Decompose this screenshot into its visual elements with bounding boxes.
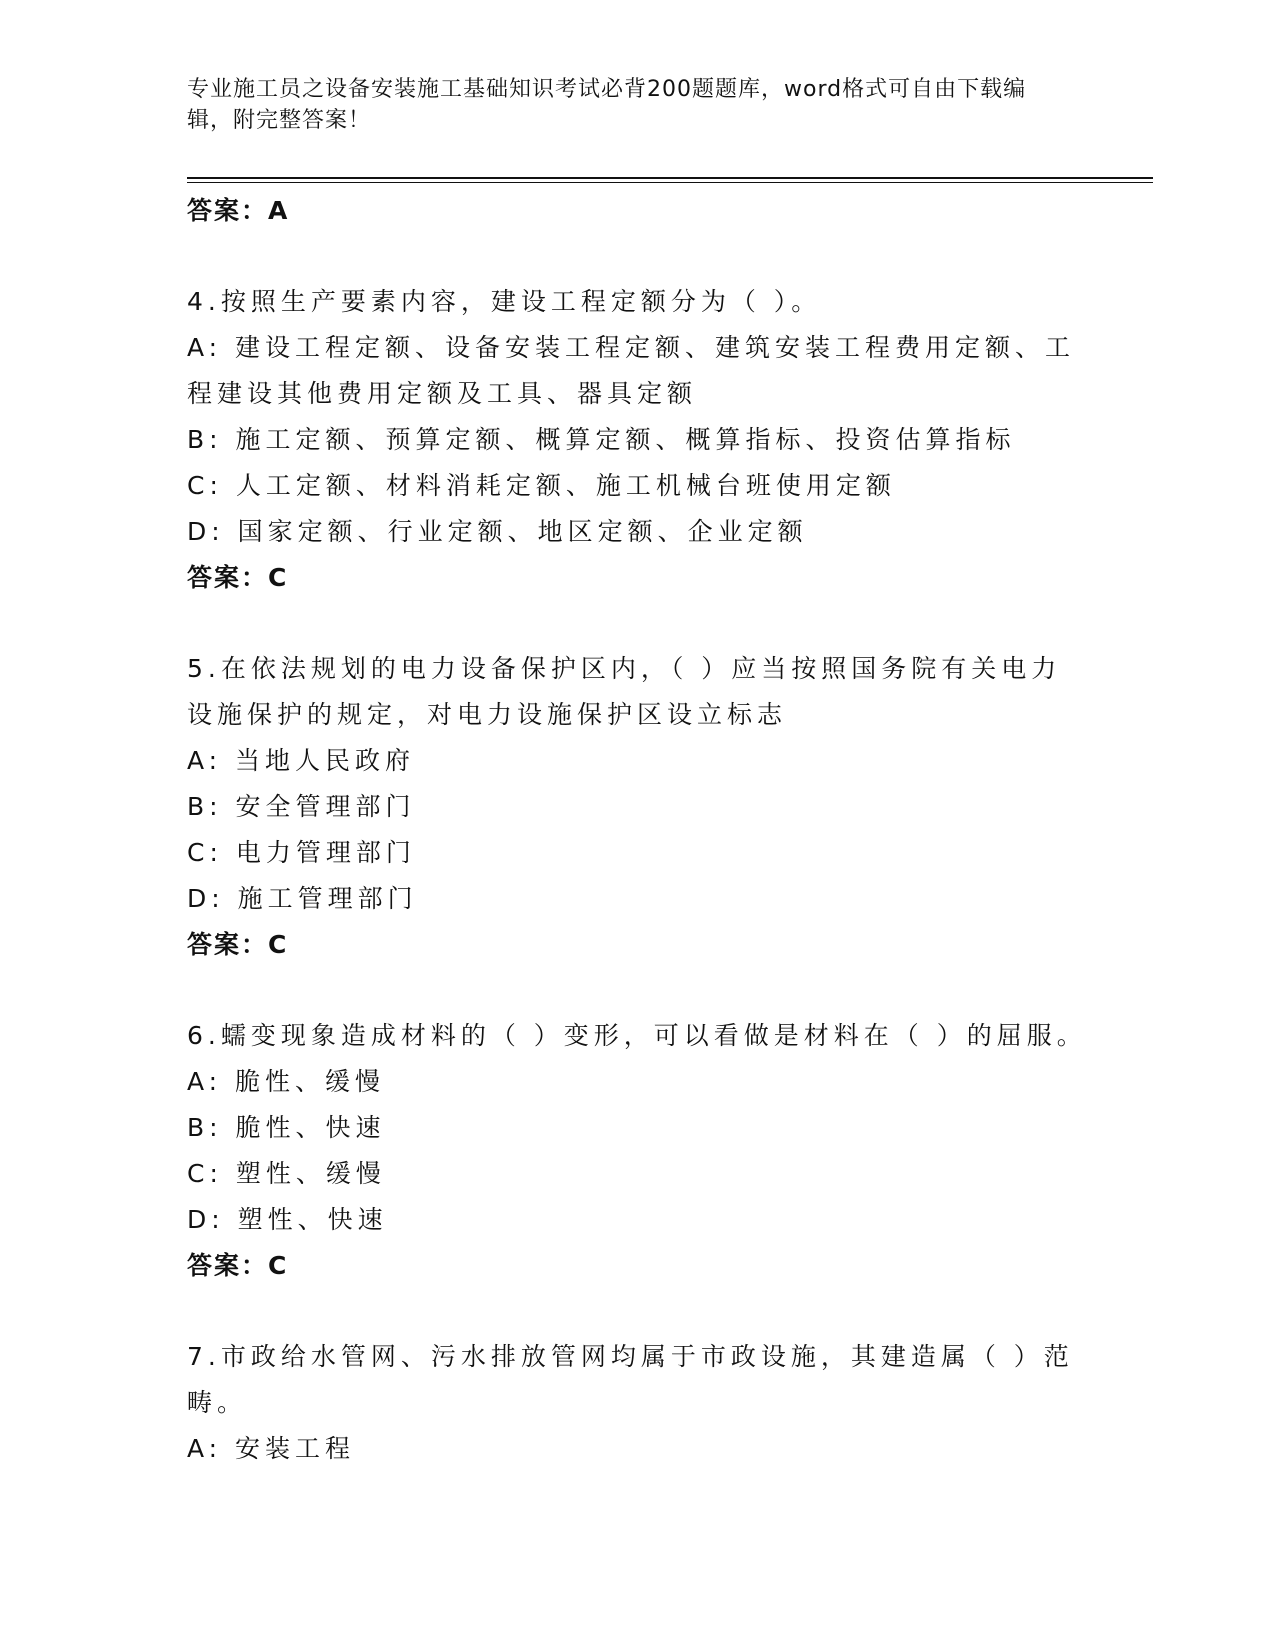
option-b: B: 安全管理部门 [187,792,416,821]
question-answer: 答案：C [187,563,289,592]
option-d: D: 施工管理部门 [187,884,418,913]
spacer [187,968,1087,1013]
option-a: A: 安装工程 [187,1434,356,1463]
question-stem: 6.蠕变现象造成材料的（ ）变形，可以看做是材料在（ ）的屈服。 [187,1021,1087,1050]
question-answer: 答案：C [187,1251,289,1280]
question-answer: 答案：C [187,930,289,959]
header-title: 专业施工员之设备安装施工基础知识考试必背200题题库，word格式可自由下载编辑，附完整答案！ [187,77,1027,133]
header-divider-thick [187,177,1153,179]
option-b: B: 施工定额、预算定额、概算定额、概算指标、投资估算指标 [187,425,1016,454]
question-4 [187,279,1087,601]
option-c: C: 人工定额、材料消耗定额、施工机械台班使用定额 [187,471,896,500]
option-d: D: 塑性、快速 [187,1205,388,1234]
question-7 [187,1334,1087,1472]
document-body [187,188,1087,1472]
question-5 [187,646,1087,968]
option-c: C: 塑性、缓慢 [187,1159,386,1188]
prev-answer: 答案：A [187,196,290,225]
document-header [187,74,1067,136]
option-d: D: 国家定额、行业定额、地区定额、企业定额 [187,517,808,546]
option-a: A: 建设工程定额、设备安装工程定额、建筑安装工程费用定额、工程建设其他费用定额及工具、器具定额 [187,333,1076,408]
header-divider-thin [187,182,1153,183]
option-a: A: 脆性、缓慢 [187,1067,386,1096]
spacer [187,1289,1087,1334]
option-b: B: 脆性、快速 [187,1113,386,1142]
question-stem: 4.按照生产要素内容，建设工程定额分为（ ）。 [187,287,822,316]
question-stem: 5.在依法规划的电力设备保护区内，（ ）应当按照国务院有关电力设施保护的规定，对电力设施保护区设立标志 [187,654,1062,729]
option-a: A: 当地人民政府 [187,746,416,775]
spacer [187,601,1087,646]
option-c: C: 电力管理部门 [187,838,416,867]
question-stem: 7.市政给水管网、污水排放管网均属于市政设施，其建造属（ ）范畴。 [187,1342,1074,1417]
spacer [187,234,1087,279]
question-6 [187,1013,1087,1289]
